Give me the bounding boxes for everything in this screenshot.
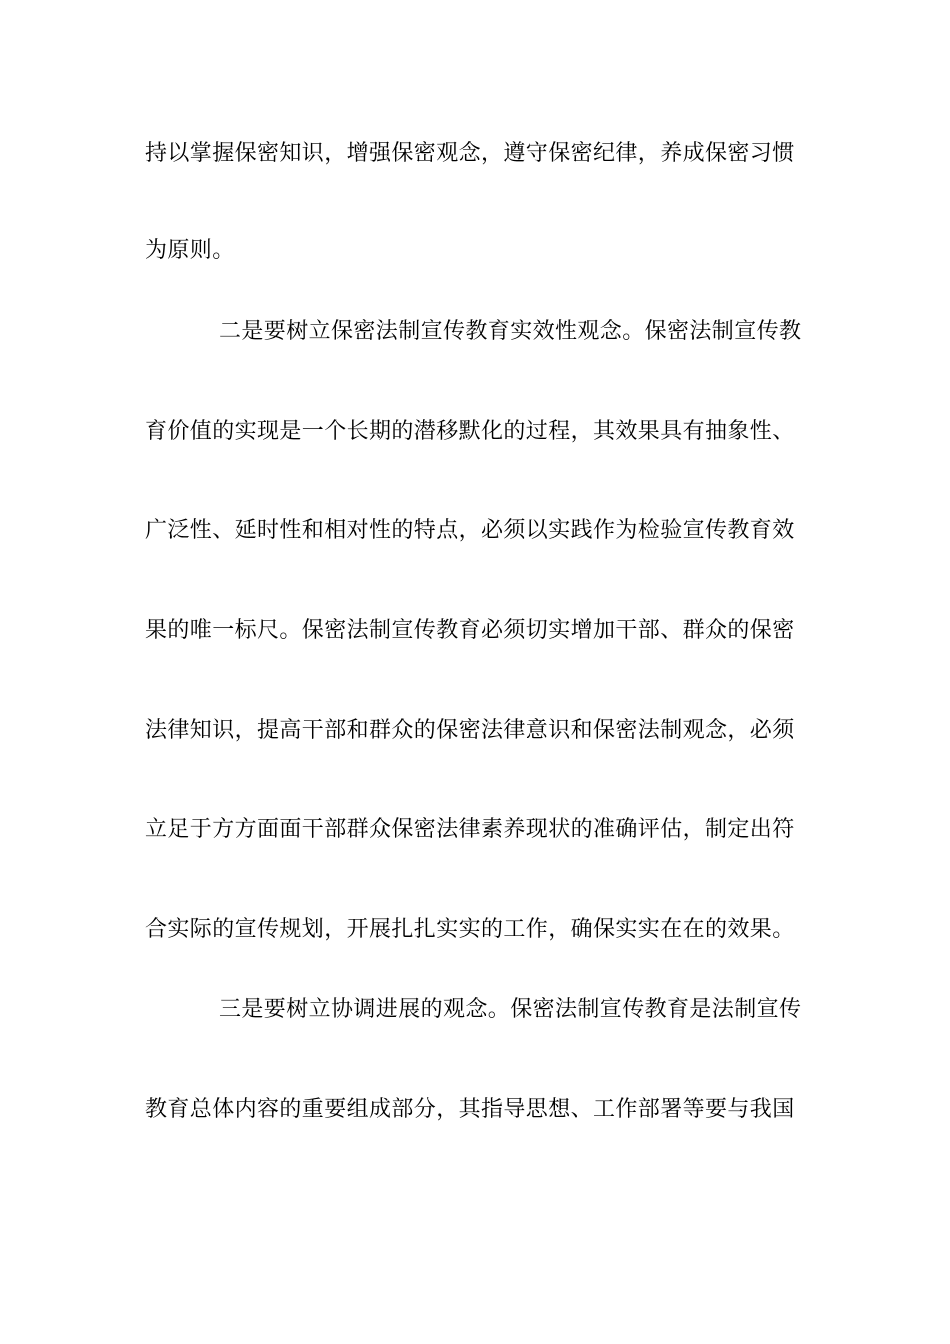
text-line-2: 为原则。 [145,238,235,263]
paragraph-3-line-1: 三是要树立协调进展的观念。保密法制宣传教育是法制宣传 [219,997,802,1022]
text-line-7: 法律知识，提高干部和群众的保密法律意识和保密法制观念，必须 [145,718,795,743]
text-line-9: 合实际的宣传规划，开展扎扎实实的工作，确保实实在在的效果。 [145,917,795,942]
text-line-8: 立足于方方面面干部群众保密法律素养现状的准确评估，制定出符 [145,817,795,842]
text-line-6: 果的唯一标尺。保密法制宣传教育必须切实增加干部、群众的保密 [145,618,795,643]
text-line-5: 广泛性、延时性和相对性的特点，必须以实践作为检验宣传教育效 [145,518,795,543]
text-line-1: 持以掌握保密知识，增强保密观念，遵守保密纪律，养成保密习惯 [145,141,795,166]
text-line-11: 教育总体内容的重要组成部分，其指导思想、工作部署等要与我国 [145,1097,795,1122]
paragraph-2-line-1: 二是要树立保密法制宣传教育实效性观念。保密法制宣传教 [219,319,802,344]
text-line-4: 育价值的实现是一个长期的潜移默化的过程，其效果具有抽象性、 [145,419,795,444]
